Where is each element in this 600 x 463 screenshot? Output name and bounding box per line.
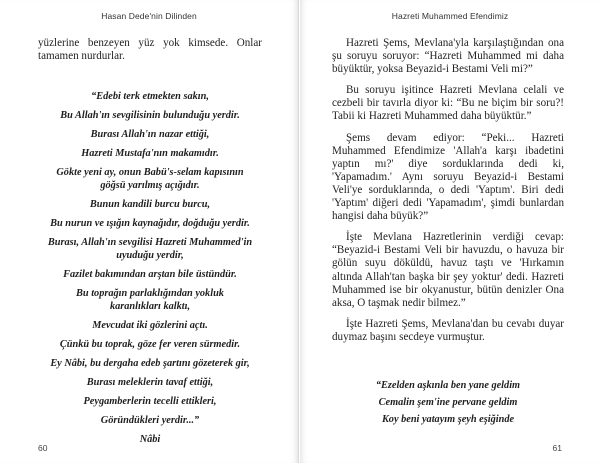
poem-stanza xyxy=(32,338,268,351)
poem-line: Nâbi xyxy=(139,434,161,445)
poem-stanza xyxy=(32,128,268,141)
left-opening-text xyxy=(38,37,262,71)
body-paragraph: İşte Hazreti Şems, Mevlana'dan bu cevabı duyar duymaz başını secdeye vurmuştur. xyxy=(332,317,564,343)
poem-stanza xyxy=(32,166,268,192)
poem-line: Koy beni yatayım şeyh eşiğinde xyxy=(381,414,515,425)
poem-line: “Edebi terk etmekten sakın, xyxy=(91,91,209,102)
poem-line: Bunun kandili burcu burcu, xyxy=(89,199,211,210)
opening-paragraph: yüzlerine benzeyen yüz yok kimsede. Onlar tamamen nurdurlar. xyxy=(38,37,262,63)
page-number-right: 61 xyxy=(552,443,562,453)
poem-line: Ey Nâbi, bu dergaha edeb şartını gözeterek gir, xyxy=(50,358,250,369)
poem-line: “Ezelden aşkınla ben yane geldim xyxy=(375,380,521,391)
poem-line: karanlıkları kalktı, xyxy=(109,301,191,312)
body-paragraph: İşte Mevlana Hazretlerinin verdiği cevap: “Beyazid-i Bestami Veli bir havuzdu, o havuza bir gölün suyu döküldü, havuz taştı ve 'Hırkamın altında Allah'tan başka bir şey yoktur' dedi. Hazreti Muhammed ise bir okyanustur, bütün denizler Ona aksa, O taşmak nedir bilmez.” xyxy=(332,231,564,309)
poem-line: göğsü yarılmış açığıdır. xyxy=(100,180,200,191)
body-paragraph: Şems devam ediyor: “Peki... Hazreti Muhammed Efendimize 'Allah'a karşı ibadetini yaptın mı?' diye sorduklarında dedi ki, 'Yapamadım.' Aynı soruyu Beyazid-i Bestami Veli'ye sorduklarında, o dedi 'Yaptım'. Biri dedi 'Yaptım' diğeri dedi 'Yapamadım', şimdi bunlardan hangisi daha büyük?” xyxy=(332,131,564,223)
poem-line: Göründükleri yerdir...” xyxy=(100,415,200,426)
poem-line: uyuduğu yerdir, xyxy=(116,250,184,261)
poem-line: Bu toprağın parlaklığından yokluk xyxy=(76,288,224,299)
poem-line: Peygamberlerin tecelli ettikleri, xyxy=(83,396,217,407)
poem-line: Gökte yeni ay, onun Babü's-selam kapısının xyxy=(56,167,244,178)
poem-stanza xyxy=(32,433,268,446)
running-head-left: Hasan Dede'nin Dilinden xyxy=(101,11,197,21)
poem-line: Burası, Allah'ın sevgilisi Hazreti Muhammed'in xyxy=(47,237,253,248)
poem-stanza xyxy=(32,414,268,427)
right-poem xyxy=(330,377,566,428)
poem-stanza xyxy=(32,217,268,230)
poem-line: Hazreti Mustafa'nın makamıdır. xyxy=(81,148,219,159)
poem-stanza xyxy=(32,268,268,281)
left-page xyxy=(0,0,299,463)
poem-line: Bu Allah'ın sevgilisinin bulunduğu yerdir. xyxy=(60,110,240,121)
body-paragraph: Hazreti Şems, Mevlana'yla karşılaştığından ona şu soruyu soruyor: “Hazreti Muhammed mi daha büyüktür, yoksa Beyazid-i Bestami Veli mi?” xyxy=(332,37,564,76)
poem-stanza xyxy=(32,319,268,332)
poem-line: Fazilet bakımından arştan bile üstündür. xyxy=(63,269,237,280)
poem-stanza xyxy=(32,376,268,389)
body-paragraph: Bu soruyu işitince Hazreti Mevlana celali ve cezbeli bir tavırla diyor ki: “Bu ne biçim bir soru?! Tabii ki Hazreti Muhammed daha büyüktür.” xyxy=(332,84,564,123)
poem-line: Çünkü bu toprak, göze fer veren sürmedir. xyxy=(59,339,241,350)
poem-line: Cemalin şem'ine pervane geldim xyxy=(378,397,518,408)
right-page xyxy=(300,0,600,463)
poem-stanza xyxy=(32,109,268,122)
poem-stanza xyxy=(32,147,268,160)
poem-stanza xyxy=(32,236,268,262)
left-poem xyxy=(32,90,268,452)
poem-stanza xyxy=(32,287,268,313)
running-head-right: Hazreti Muhammed Efendimiz xyxy=(391,11,509,21)
poem-line: Burası Allah'ın nazar ettiği, xyxy=(90,129,210,140)
right-body-text xyxy=(332,37,564,352)
poem-stanza xyxy=(32,357,268,370)
poem-line: Burası meleklerin tavaf ettiği, xyxy=(86,377,214,388)
poem-line: Bu nurun ve ışığın kaynağıdır, doğduğu yerdir. xyxy=(50,218,250,229)
poem-stanza xyxy=(32,198,268,211)
page-number-left: 60 xyxy=(38,443,48,453)
poem-line: Mevcudat iki gözlerini açtı. xyxy=(92,320,208,331)
poem-stanza xyxy=(32,90,268,103)
poem-stanza xyxy=(32,395,268,408)
